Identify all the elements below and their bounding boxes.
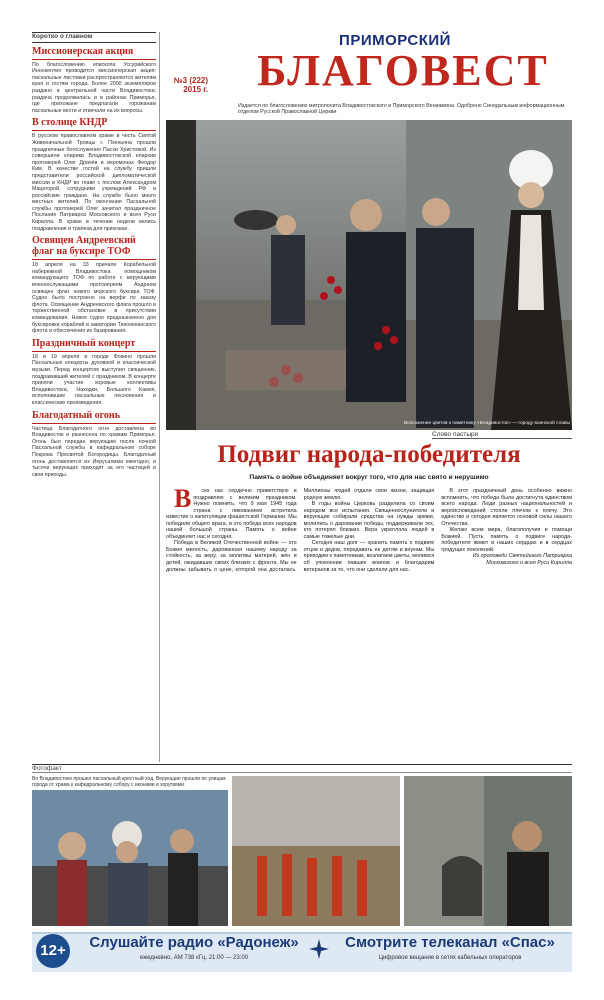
sidebar-header: Коротко о главном (32, 32, 156, 43)
sidebar-section-holy-fire (32, 410, 156, 479)
article-body (166, 488, 572, 764)
article-paragraph: В годы войны Церковь разделила со своим народом все испытания. Священнослужители и верующие собирали средства на нужды армии, молились о даровании победы, поддерживали тех, кто потерял близких. Вера укрепляла людей в самые тяжелые дни. (303, 501, 435, 540)
sidebar-section-title: Благодатный огонь (32, 410, 156, 424)
column-divider (159, 32, 160, 762)
sidebar-section-body: По благословению епископа Уссурийского Иннокентия проводится миссионерская акция: пасхальные листовки распространяются жителям края и гостям города. Более 2000 экземпляров раздано в центральной части Владивостока; раздача продолжилась и в районах Приморья, где прихожане предлагали горожанам пасхальные вести и отвечали на их вопросы. (32, 61, 156, 114)
article-paragraph: сех нас сердечно приветствую и поздравляю с великим праздником. Нужно помнить, что 9 мая 1945 года страна с ликованием встретила известие о капитуляции фашистской Германии. Мы победили общего врага, и это победа всех народов нашей большой страны. Память о войне объединяет нас и сегодня. (166, 488, 297, 540)
article-paragraph: Сегодня наш долг — хранить память о подвиге отцов и дедов, передавать ее детям и внукам. Мы приходим к памятникам, возлагаем цветы, молимся об упокоении павших воинов и благодарим ветеранов за то, что они сделали для нас. (303, 540, 435, 573)
masthead-subtitle: Издается по благословению митрополита Владивостокского и Приморского Вениамина. Одобрено Синодальным информационным отделом Русской Православной Церкви (238, 103, 565, 116)
sidebar-section-body: 18 и 19 апреля в городе Фокино прошли Пасхальные концерты духовной и классической музыки. Перед концертом выступил священник, поздравивший жителей с праздником. В концерте приняли участие хоровые коллективы Владивостока, Находки, Большого Камня, исполнившие пасхальные песнопения и классические произведения. (32, 353, 156, 406)
sidebar-section-title: В столице КНДР (32, 117, 156, 131)
fotofakt-label: Фотофакт (32, 764, 572, 773)
radio-title: Слушайте радио «Радонеж» (89, 934, 299, 951)
main-photo-illustration (166, 120, 572, 430)
sidebar-section-body: 18 апреля на 33 причале Корабельной набережной Владивостока помощником командующего ТОФ по работе с верующими военнослужащими протоиереем Андреем освящен флаг нового морского буксира ТОФ. Судно было построено на верфи по заказу флота. Освящение Андреевского флага прошло в торжественной обстановке в присутствии командования. Новое судно предназначено для буксировки кораблей в акватории Тихоокеанского флота и обеспечения их базирования. (32, 262, 156, 335)
photo-caption: Возложение цветов к памятнику «Владивосток» — городу воинской славы (403, 421, 570, 426)
fotofakt-caption: Во Владивостоке прошел пасхальный крестный ход. Верующие прошли по улицам города от храма к кафедральному собору с иконами и хоругвями. (32, 776, 226, 788)
sidebar-section-body: Частица Благодатного огня доставлена во Владивосток и разнесена по храмам Приморья. Огонь был передан верующим после ночной Пасхальной службы в кафедральном соборе Покрова Пресвятой Богородицы. Благодатный огонь доставляется из Иерусалима ежегодно, и тысячи верующих приходят за его частицей в свои приходы. (32, 425, 156, 478)
tv-title: Смотрите телеканал «Спас» (345, 934, 555, 951)
sidebar-section-concert (32, 338, 156, 407)
sidebar-section-title: Миссионерская акция (32, 46, 156, 60)
fotofakt-photo-strip (32, 776, 572, 926)
issue-number: №3 (222) 2015 г. (173, 76, 208, 94)
main-photo (166, 120, 572, 430)
article-headline: Подвиг народа-победителя (217, 441, 521, 468)
masthead-title: БЛАГОВЕСТ (257, 46, 549, 95)
age-rating-badge: 12+ (36, 934, 70, 968)
article-paragraph: Победа в Великой Отечественной войне — это Божия милость, дарованная нашему народу за стойкость, за веру, за молитвы матерей, жён и детей, ожидавших своих близких с фронта. Мы не должны забывать о цене, которой она досталась. Миллионы людей отдали свои жизни, защищая родную землю. (166, 488, 435, 573)
article-paragraph: В этот праздничный день особенно важно вспомнить, что победа была достигнута единством всего народа. Люди разных национальностей и вероисповеданий стояли плечом к плечу. Это единство и сегодня является основой силы нашего Отечества. (441, 488, 572, 527)
article-signature: Из проповеди Святейшего Патриарха Московского и всея Руси Кирилла (472, 553, 572, 567)
article-rubric: Слово пастыря (432, 431, 572, 439)
sidebar-section-flag (32, 235, 156, 335)
cross-ornament-icon (308, 938, 330, 960)
article-paragraph: Желаю всем мира, благополучия и помощи Божией. Пусть память о подвиге народа-победителя живет в наших сердцах и в сердцах грядущих поколений. (441, 527, 572, 553)
tv-info: Цифровое вещание в сетях кабельных операторов (378, 955, 522, 961)
article-dropcap: В (174, 488, 192, 513)
sidebar-brief-news (32, 32, 156, 762)
radio-schedule: ежедневно, АМ 738 кГц, 21:00 — 23:00 (139, 955, 249, 961)
sidebar-section-title: Праздничный концерт (32, 338, 156, 352)
sidebar-section-missionary (32, 46, 156, 115)
sidebar-section-dprk (32, 117, 156, 232)
article-lead: Память о войне объединяет вокруг того, что для нас свято и нерушимо (249, 474, 489, 481)
sidebar-section-title: Освящен Андреевский флаг на буксире ТОФ (32, 235, 156, 260)
masthead-region: ПРИМОРСКИЙ (339, 32, 451, 49)
sidebar-section-body: В русском православном храме в честь Святой Живоначальной Троицы г. Пхеньяна прошли праздничные богослужения Пасхи Христовой. Их совершили клирики Владивостокской епархии протоиерей Олег Драчёв и иеромонах Феодор Ким. В качестве гостей на службу пришли представители российской дипломатической миссии в КНДР во главе с послом Александром Мацегорой, сотрудники учреждений РФ и российские граждане. На службе было много местных жителей. По окончании Пасхальной службы протоиерей Олег зачитал праздничное Послание Патриарха Московского и всея Руси Кирилла. В храме в течение недели велись поздравления и трапеза для прихожан. (32, 133, 156, 232)
fotofakt-photos (32, 776, 572, 926)
